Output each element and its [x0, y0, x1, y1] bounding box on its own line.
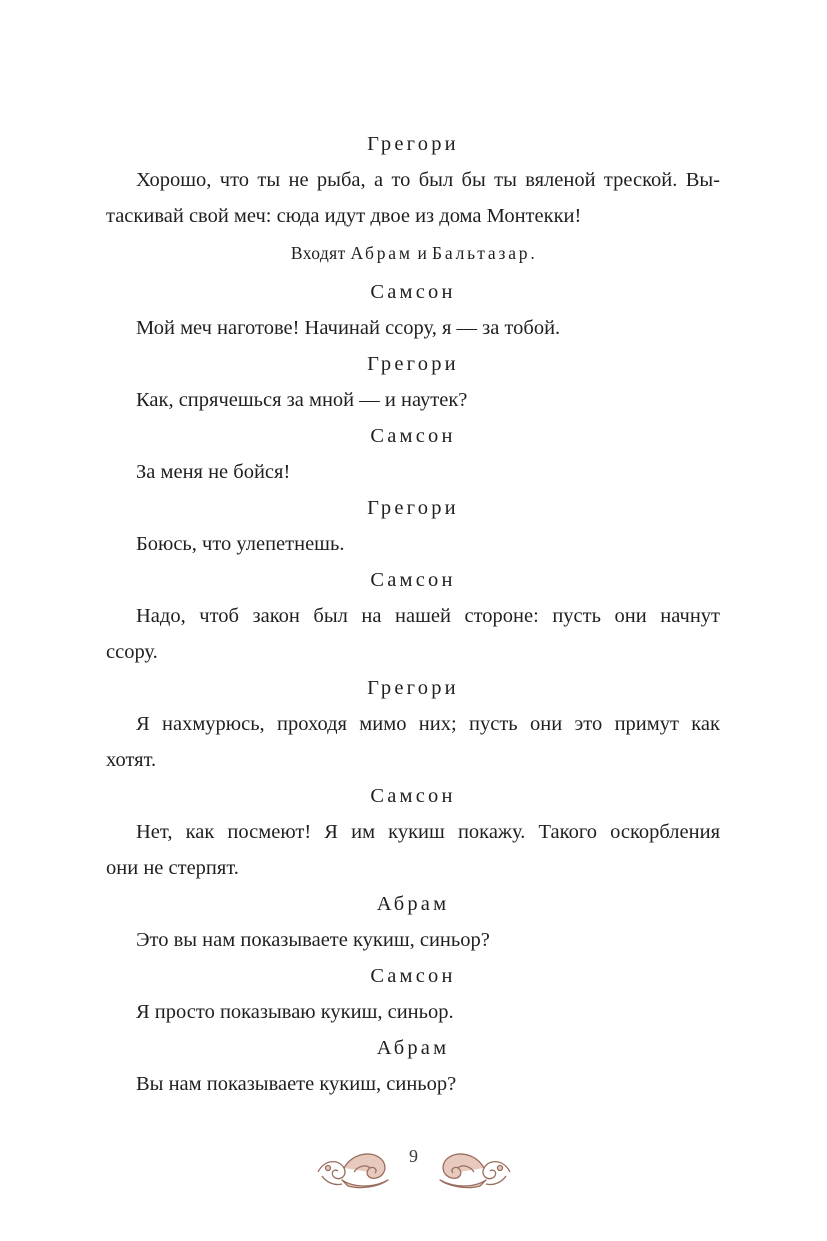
speech	[106, 310, 720, 346]
speaker-name: Грегори	[367, 677, 459, 699]
speech-line: Это вы нам показываете кукиш, синьор?	[136, 929, 490, 951]
speaker-name: Абрам	[376, 1037, 450, 1059]
speech-line: таскивай свой меч: сюда идут двое из дома Монтекки!	[106, 205, 582, 227]
speech-line: Хорошо, что ты не рыба, а то был бы ты вяленой треской. Вы-	[136, 169, 720, 191]
speech	[106, 382, 720, 418]
speaker-name: Грегори	[367, 353, 459, 375]
play-text	[106, 126, 720, 1102]
speech	[106, 598, 720, 670]
stage-direction	[106, 240, 720, 266]
speaker-name: Грегори	[367, 497, 459, 519]
speech-line: Я просто показываю кукиш, синьор.	[136, 1001, 454, 1023]
speaker-name: Самсон	[370, 965, 456, 987]
stage-name2: Бальтазар	[432, 243, 531, 263]
speech	[106, 922, 720, 958]
speech-line: Надо, чтоб закон был на нашей стороне: пусть они начнут	[136, 605, 720, 627]
speaker-name: Абрам	[376, 893, 450, 915]
speech-line: Я нахмурюсь, проходя мимо них; пусть они это примут как	[136, 713, 720, 735]
speech-line: хотят.	[106, 749, 157, 771]
speech-line: Мой меч наготове! Начинай ссору, я — за тобой.	[136, 317, 561, 339]
speech	[106, 994, 720, 1030]
stage-name1: Абрам	[350, 243, 413, 263]
speech-line: они не стерпят.	[106, 857, 239, 879]
speech-line: За меня не бойся!	[136, 461, 291, 483]
speech	[106, 162, 720, 234]
speaker-name: Самсон	[370, 281, 456, 303]
speech	[106, 526, 720, 562]
speaker-name: Самсон	[370, 569, 456, 591]
speaker-name: Грегори	[367, 133, 459, 155]
speech	[106, 454, 720, 490]
speech-line: Нет, как посмеют! Я им кукиш покажу. Такого оскорбления	[136, 821, 720, 843]
page-number: 9	[409, 1146, 418, 1166]
speaker-name: Самсон	[370, 425, 456, 447]
speaker-name: Самсон	[370, 785, 456, 807]
speech	[106, 706, 720, 778]
speech	[106, 1066, 720, 1102]
speech-line: ссору.	[106, 641, 158, 663]
stage-conj: и	[412, 243, 433, 263]
page-footer	[0, 1140, 827, 1200]
speech	[106, 814, 720, 886]
stage-suffix: .	[530, 243, 536, 263]
speech-line: Боюсь, что улепетнешь.	[136, 533, 345, 555]
stage-prefix: Входят	[290, 243, 351, 263]
right-ornament-icon	[434, 1142, 514, 1192]
speech-line: Вы нам показываете кукиш, синьор?	[136, 1073, 457, 1095]
speech-line: Как, спрячешься за мной — и наутек?	[136, 389, 468, 411]
